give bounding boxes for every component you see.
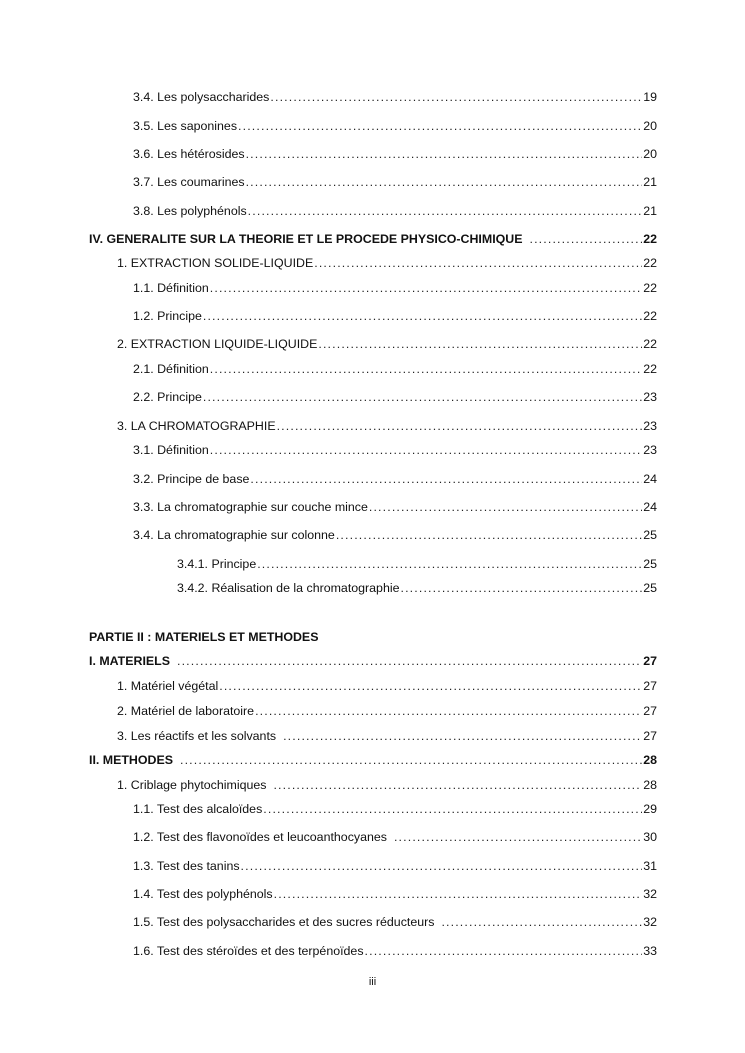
toc-entry-page: 25 xyxy=(643,528,657,542)
toc-leader-dots xyxy=(336,526,642,544)
toc-leader-dots xyxy=(365,942,643,960)
toc-entry-label: 3.4.1. Principe xyxy=(177,557,257,571)
toc-entry-label: 2.1. Définition xyxy=(133,362,209,376)
toc-entry-label: 1. EXTRACTION SOLIDE-LIQUIDE xyxy=(117,256,314,270)
toc-entry-chapter xyxy=(89,230,657,248)
page-number: iii xyxy=(368,976,377,988)
toc-entry-page: 22 xyxy=(643,337,657,351)
toc-entry xyxy=(133,885,657,903)
toc-entry xyxy=(133,173,657,191)
toc-entry-page: 22 xyxy=(643,256,657,270)
toc-entry-label: 3.7. Les coumarines xyxy=(133,175,245,189)
toc-leader-dots xyxy=(263,800,642,818)
toc-leader-dots xyxy=(203,307,642,325)
toc-entry-page: 30 xyxy=(643,830,657,844)
toc-entry xyxy=(117,727,657,745)
toc-entry xyxy=(133,145,657,163)
toc-leader-dots xyxy=(246,173,643,191)
toc-leader-dots xyxy=(400,579,642,597)
toc-entry xyxy=(133,388,657,406)
toc-entry-label: 1.1. Définition xyxy=(133,281,209,295)
toc-entry-label: 3.4. La chromatographie sur colonne xyxy=(133,528,335,542)
toc-entry-page: 28 xyxy=(643,753,657,767)
toc-leader-dots xyxy=(277,417,643,435)
toc-leader-dots xyxy=(369,498,642,516)
toc-entry-page: 19 xyxy=(643,90,657,104)
toc-entry-page: 21 xyxy=(643,204,657,218)
toc-entry-label: 1.4. Test des polyphénols xyxy=(133,887,273,901)
toc-entry-chapter xyxy=(89,751,657,769)
toc-leader-dots xyxy=(270,88,642,106)
toc-entry-label: 3.8. Les polyphénols xyxy=(133,204,247,218)
toc-entry xyxy=(133,279,657,297)
toc-entry xyxy=(133,800,657,818)
toc-entry-page: 27 xyxy=(643,654,657,668)
toc-entry-page: 32 xyxy=(643,887,657,901)
toc-leader-dots xyxy=(241,857,643,875)
toc-entry-page: 24 xyxy=(643,472,657,486)
toc-entry-chapter xyxy=(89,652,657,670)
toc-leader-dots xyxy=(255,702,642,720)
toc-entry-label: I. MATERIELS xyxy=(89,654,170,668)
toc-entry xyxy=(133,307,657,325)
toc-entry-page: 29 xyxy=(643,802,657,816)
toc-entry xyxy=(177,555,657,573)
toc-entry xyxy=(133,828,657,846)
toc-leader-dots xyxy=(177,652,642,670)
toc-entry-page: 33 xyxy=(643,944,657,958)
toc-entry-label: 3. LA CHROMATOGRAPHIE xyxy=(117,419,276,433)
toc-entry xyxy=(133,202,657,220)
toc-leader-dots xyxy=(210,441,642,459)
toc-leader-dots xyxy=(210,279,642,297)
toc-entry xyxy=(133,526,657,544)
toc-entry-label: 1.2. Test des flavonoïdes et leucoanthocyanes xyxy=(133,830,387,844)
toc-entry xyxy=(133,117,657,135)
toc-leader-dots xyxy=(246,145,643,163)
toc-leader-dots xyxy=(283,727,642,745)
toc-entry-label: 1. Matériel végétal xyxy=(117,679,219,693)
toc-entry-label: 2. EXTRACTION LIQUIDE-LIQUIDE xyxy=(117,337,318,351)
toc-entry-label: 3.4.2. Réalisation de la chromatographie xyxy=(177,581,400,595)
toc-leader-dots xyxy=(203,388,642,406)
toc-entry-page: 32 xyxy=(643,915,657,929)
toc-entry-label: 1.5. Test des polysaccharides et des sucres réducteurs xyxy=(133,915,435,929)
toc-leader-dots xyxy=(180,751,642,769)
toc-entry-page: 23 xyxy=(643,443,657,457)
toc-entry-label: 1.2. Principe xyxy=(133,309,202,323)
part-heading: PARTIE II : MATERIELS ET METHODES xyxy=(89,630,319,644)
toc-leader-dots xyxy=(318,335,642,353)
toc-entry xyxy=(117,335,657,353)
toc-entry-label: 3.1. Définition xyxy=(133,443,209,457)
toc-entry-label: 3. Les réactifs et les solvants xyxy=(117,729,277,743)
toc-leader-dots xyxy=(210,360,642,378)
toc-entry xyxy=(133,857,657,875)
toc-entry xyxy=(133,360,657,378)
toc-entry-page: 22 xyxy=(643,232,657,246)
toc-entry xyxy=(117,677,657,695)
toc-entry-label: 3.2. Principe de base xyxy=(133,472,250,486)
toc-leader-dots xyxy=(219,677,642,695)
toc-entry-label: 3.6. Les hétérosides xyxy=(133,147,245,161)
toc-entry xyxy=(133,942,657,960)
toc-entry-label: 1. Criblage phytochimiques xyxy=(117,778,267,792)
toc-entry-page: 31 xyxy=(643,859,657,873)
toc-entry-page: 24 xyxy=(643,500,657,514)
toc-entry-page: 23 xyxy=(643,419,657,433)
toc-entry-page: 22 xyxy=(643,309,657,323)
toc-entry xyxy=(177,579,657,597)
toc-entry-label: 3.5. Les saponines xyxy=(133,119,238,133)
toc-entry-label: 3.4. Les polysaccharides xyxy=(133,90,270,104)
toc-entry-page: 22 xyxy=(643,281,657,295)
toc-leader-dots xyxy=(394,828,642,846)
toc-entry xyxy=(117,702,657,720)
toc-entry-page: 27 xyxy=(643,729,657,743)
toc-entry-label: 1.6. Test des stéroïdes et des terpénoïdes xyxy=(133,944,364,958)
toc-leader-dots xyxy=(248,202,643,220)
toc-entry-page: 25 xyxy=(643,581,657,595)
toc-leader-dots xyxy=(257,555,642,573)
toc-leader-dots xyxy=(273,776,642,794)
toc-entry-page: 20 xyxy=(643,119,657,133)
toc-entry-page: 28 xyxy=(643,778,657,792)
toc-leader-dots xyxy=(274,885,643,903)
toc-leader-dots xyxy=(250,470,642,488)
toc-entry xyxy=(117,254,657,272)
toc-entry-label: IV. GENERALITE SUR LA THEORIE ET LE PROCEDE PHYSICO-CHIMIQUE xyxy=(89,232,523,246)
toc-entry-label: 3.3. La chromatographie sur couche mince xyxy=(133,500,368,514)
toc-entry xyxy=(117,417,657,435)
toc-entry-page: 22 xyxy=(643,362,657,376)
toc-entry-label: 1.1. Test des alcaloïdes xyxy=(133,802,263,816)
toc-entry-label: 2.2. Principe xyxy=(133,390,202,404)
toc-entry-page: 27 xyxy=(643,679,657,693)
toc-leader-dots xyxy=(238,117,642,135)
toc-entry-page: 23 xyxy=(643,390,657,404)
toc-entry xyxy=(133,498,657,516)
toc-entry xyxy=(133,88,657,106)
toc-leader-dots xyxy=(314,254,642,272)
toc-leader-dots xyxy=(441,913,642,931)
toc-entry-label: II. METHODES xyxy=(89,753,173,767)
toc-entry xyxy=(133,441,657,459)
toc-entry-label: 2. Matériel de laboratoire xyxy=(117,704,255,718)
toc-entry-page: 25 xyxy=(643,557,657,571)
toc-entry-page: 21 xyxy=(643,175,657,189)
toc-entry-page: 20 xyxy=(643,147,657,161)
toc-leader-dots xyxy=(530,230,643,248)
toc-entry xyxy=(133,470,657,488)
toc-entry-label: 1.3. Test des tanins xyxy=(133,859,240,873)
toc-entry xyxy=(133,913,657,931)
toc-entry-page: 27 xyxy=(643,704,657,718)
toc-entry xyxy=(117,776,657,794)
